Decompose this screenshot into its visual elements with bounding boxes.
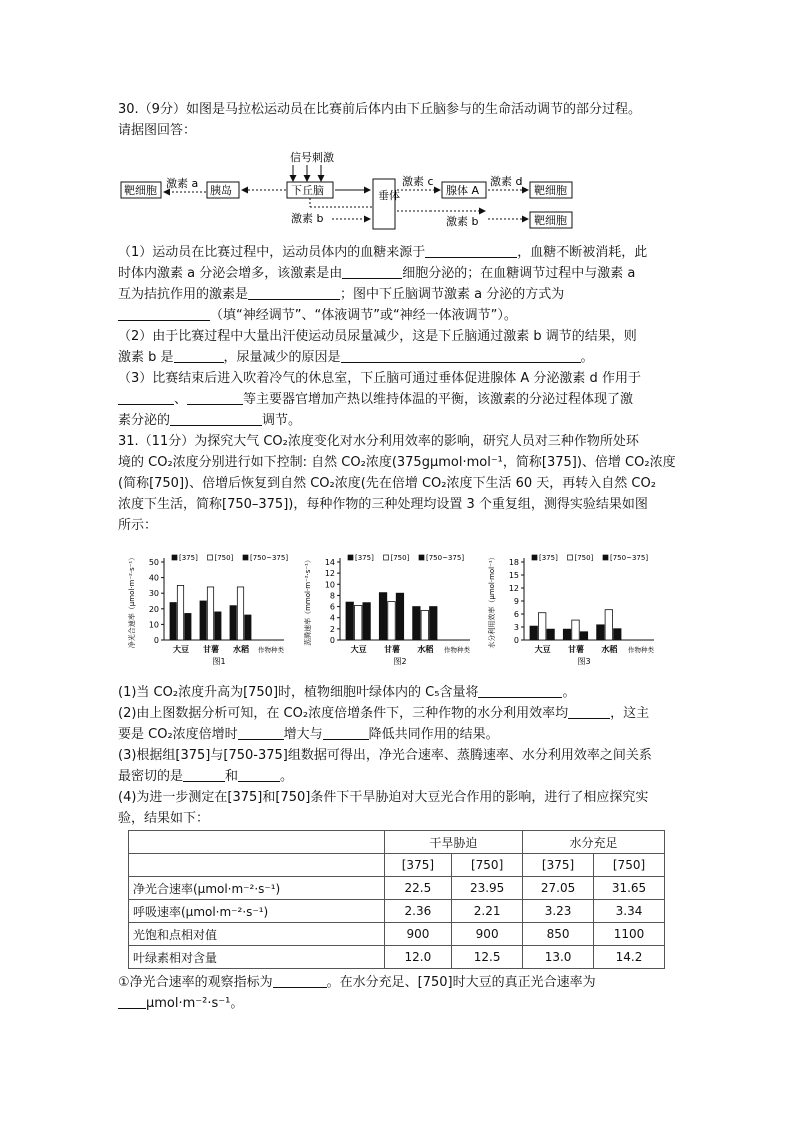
q31-q2e: 降低共同作用的结果。 [368, 727, 499, 742]
q30-p3e: 调节。 [262, 413, 302, 428]
results-table [128, 830, 665, 969]
y-tick-label: 50 [148, 558, 159, 567]
bar [430, 607, 437, 640]
q31-q1b: 。 [562, 685, 576, 700]
y-tick-label: 4 [329, 613, 335, 623]
row-label: 净光合速率(μmol·m⁻²·s⁻¹) [129, 877, 385, 900]
legend-swatch [532, 555, 537, 560]
cell: 900 [384, 923, 452, 946]
table-row [129, 900, 665, 923]
answer-blank[interactable] [118, 994, 146, 1009]
cell: 3.23 [523, 900, 594, 923]
q31-t1-line2 [118, 994, 243, 1013]
x-tick-label: 甘薯 [568, 645, 584, 654]
hypothalamus-label: 下丘脑 [291, 184, 324, 197]
y-axis-label: 净光合速率（μmol·m⁻²·s⁻¹） [128, 553, 136, 649]
bar [200, 601, 206, 640]
y-tick-label: 2 [329, 624, 335, 634]
bar [413, 607, 420, 640]
x-tick-label: 大豆 [534, 645, 551, 654]
bar [363, 603, 370, 640]
q30-p2-line2 [118, 348, 594, 367]
q30-p1-line3 [118, 285, 564, 304]
hormone-b-label: 激素 b [291, 212, 324, 225]
answer-blank[interactable] [342, 264, 402, 279]
cell: 31.65 [594, 877, 665, 900]
cell: 850 [523, 923, 594, 946]
bar [245, 615, 251, 640]
cell: 12.5 [452, 946, 523, 969]
cell: 3.34 [594, 900, 665, 923]
sub-header: [375] [523, 854, 594, 877]
cell: 23.95 [452, 877, 523, 900]
hormone-d-label: 激素 d [490, 175, 523, 188]
q31-t1b: 。在水分充足、[750]时大豆的真正光合速率为 [326, 975, 596, 990]
q30-p3c: 等主要器官增加产热以维持体温的平衡，该激素的分泌过程体现了激 [243, 392, 634, 407]
cell: 900 [452, 923, 523, 946]
q30-p1a: （1）运动员在比赛过程中，运动员体内的血糖来源于 [118, 245, 426, 260]
q31-q3c: 和 [225, 769, 239, 784]
table-subheader-row [129, 854, 665, 877]
target-cell-label-1: 靶细胞 [124, 184, 157, 197]
y-tick-label: 8 [329, 591, 335, 601]
bar [580, 632, 587, 640]
legend-label: [750~375] [250, 554, 289, 562]
bar [207, 587, 213, 640]
pituitary-label-text: 垂体 [378, 189, 400, 202]
hormone-b-label-2: 激素 b [446, 215, 479, 228]
y-tick-label: 10 [148, 620, 159, 630]
q30-p1c: 时体内激素 a 分泌会增多，该激素是由 [118, 266, 343, 281]
answer-blank[interactable] [238, 725, 284, 740]
legend-swatch [172, 555, 177, 560]
cell: 13.0 [523, 946, 594, 969]
y-tick-label: 6 [513, 610, 519, 619]
legend-swatch [243, 555, 248, 560]
bar [185, 613, 191, 640]
bar [215, 612, 221, 640]
bar [177, 585, 183, 640]
legend-label: [375] [355, 554, 374, 562]
y-tick-label: 0 [513, 636, 519, 645]
bar [614, 629, 621, 640]
answer-blank[interactable] [238, 767, 280, 782]
bar [597, 625, 604, 640]
q31-intro-line4: 浓度下生活，简称[750–375])，每种作物的三种处理均设置 3 个重复组，测得实验结果如图 [118, 497, 648, 512]
q30-p2b: 激素 b 是 [118, 350, 174, 365]
hormone-c-label: 激素 c [402, 175, 434, 188]
legend-swatch [419, 555, 424, 560]
q31-q2c: 要是 CO₂浓度倍增时 [118, 727, 238, 742]
answer-blank[interactable] [478, 683, 562, 698]
q31-intro-line3: (简称[750])、倍增后恢复到自然 CO₂浓度(先在倍增 CO₂浓度下生活 60 天，再转入自然 CO₂ [118, 476, 656, 491]
q31-q4-line1: (4)为进一步测定在[375]和[750]条件下干旱胁迫对大豆光合作用的影响，进行了相应探究实 [118, 790, 649, 805]
bar [538, 613, 545, 640]
x-tick-label: 大豆 [173, 645, 189, 654]
y-tick-label: 20 [148, 604, 159, 614]
y-tick-label: 18 [508, 558, 519, 567]
bar [388, 602, 395, 640]
row-label: 呼吸速率(μmol·m⁻²·s⁻¹) [129, 900, 385, 923]
y-tick-label: 12 [324, 569, 335, 579]
answer-blank[interactable] [341, 348, 581, 363]
x-axis-label: 作物种类 [258, 646, 284, 654]
y-tick-label: 12 [508, 584, 519, 593]
y-tick-label: 30 [148, 589, 159, 599]
legend-label: [750~375] [426, 554, 465, 562]
x-axis-label: 作物种类 [628, 646, 654, 654]
legend-label: [375] [539, 554, 558, 562]
q31-intro-line5: 所示： [118, 518, 158, 533]
q31-q4-line2: 验，结果如下： [118, 811, 210, 826]
legend-swatch [384, 555, 389, 560]
row-label: 光饱和点相对值 [129, 923, 385, 946]
table-row [129, 923, 665, 946]
pituitary-label [378, 188, 400, 202]
q31-q1-line [118, 683, 575, 702]
y-tick-label: 3 [513, 623, 519, 632]
x-tick-label: 水稻 [417, 645, 434, 654]
bar [230, 606, 236, 640]
bar [563, 629, 570, 640]
bar [421, 610, 428, 640]
q30-p2-line1: （2）由于比赛过程中大量出汗使运动员尿量减少，这是下丘脑通过激素 b 调节的结果，则 [118, 329, 637, 344]
q31-q2b: ，这主 [610, 706, 650, 721]
chart-figure-2 [300, 545, 480, 670]
y-axis-label: 蒸腾速率（mmol·m⁻²·s⁻¹） [304, 556, 312, 646]
x-tick-label: 甘薯 [384, 645, 400, 654]
signal-label: 信号刺激 [290, 151, 334, 164]
table-header-row [129, 831, 665, 854]
chart-title: 图1 [212, 657, 226, 666]
q31-q2a: (2)由上图数据分析可知，在 CO₂浓度倍增条件下，三种作物的水分利用效率均 [118, 706, 569, 721]
q30-intro-line2: 请据图回答： [118, 123, 197, 138]
sub-header: [750] [452, 854, 523, 877]
answer-blank[interactable] [425, 243, 517, 258]
regulation-diagram [110, 145, 610, 235]
bar [605, 610, 612, 640]
q31-q3d: 。 [280, 769, 294, 784]
answer-blank[interactable] [248, 285, 340, 300]
y-tick-label: 40 [148, 573, 159, 583]
bar [530, 626, 537, 640]
q30-p2d: 。 [580, 350, 594, 365]
cell: 14.2 [594, 946, 665, 969]
answer-blank[interactable] [118, 390, 174, 405]
pituitary-box [373, 179, 395, 229]
x-axis-label: 作物种类 [444, 646, 470, 654]
answer-blank[interactable] [174, 348, 224, 363]
q30-p1-line4 [118, 306, 517, 325]
y-tick-label: 15 [508, 571, 519, 580]
bar [354, 605, 361, 640]
q31-q3b: 最密切的是 [118, 769, 184, 784]
q31-q2d: 增大与 [283, 727, 323, 742]
chart-title: 图2 [393, 657, 407, 666]
group-water: 水分充足 [523, 831, 665, 854]
group-drought: 干旱胁迫 [384, 831, 522, 854]
chart-figure-3 [484, 545, 664, 670]
legend-label: [750~375] [610, 554, 649, 562]
table-row [129, 877, 665, 900]
gland-a-label: 腺体 A [446, 184, 480, 197]
q30-p1b: ，血糖不断被消耗，此 [517, 245, 648, 260]
table-row [129, 946, 665, 969]
islet-label: 胰岛 [210, 184, 232, 197]
legend-swatch [208, 555, 213, 560]
y-tick-label: 14 [324, 558, 335, 567]
q30-p1d: 细胞分泌的；在血糖调节过程中与激素 a [402, 266, 636, 281]
sub-header: [750] [594, 854, 665, 877]
x-tick-label: 甘薯 [203, 645, 219, 654]
answer-blank[interactable] [118, 306, 210, 321]
bar [396, 593, 403, 640]
q31-q3-line1: (3)根据组[375]与[750-375]组数据可得出，净光合速率、蒸腾速率、水分利用效率之间关系 [118, 748, 652, 763]
x-tick-label: 大豆 [350, 645, 367, 654]
sub-header: [375] [384, 854, 452, 877]
cell: 27.05 [523, 877, 594, 900]
q30-p1g: （填“神经调节”、“体液调节”或“神经一体液调节”）。 [210, 308, 517, 323]
q30-p3b: 、 [174, 392, 188, 407]
y-tick-label: 10 [324, 580, 335, 590]
q31-t1a: ①净光合速率的观察指标为 [118, 975, 273, 990]
bar [547, 629, 554, 640]
cell: 12.0 [384, 946, 452, 969]
hormone-a-label: 激素 a [166, 177, 199, 190]
q30-p1-line1 [118, 243, 647, 262]
q31-q2-line1 [118, 704, 649, 723]
target-cell-label-2: 靶细胞 [534, 184, 567, 197]
legend-label: [750] [390, 554, 410, 562]
q31-q2-line2 [118, 725, 499, 744]
y-tick-label: 9 [513, 597, 519, 606]
q30-intro-line1: 30.（9分）如图是马拉松运动员在比赛前后体内由下丘脑参与的生命活动调节的部分过程。 [118, 102, 641, 117]
x-tick-label: 水稻 [601, 645, 618, 654]
q30-p2c: ，尿量减少的原因是 [223, 350, 341, 365]
answer-blank[interactable] [187, 390, 243, 405]
q31-t1-line1 [118, 973, 596, 992]
answer-blank[interactable] [170, 411, 262, 426]
q30-p3-line2 [118, 390, 633, 409]
cell: 2.21 [452, 900, 523, 923]
answer-blank[interactable] [323, 725, 369, 740]
chart-figure-1 [124, 545, 294, 670]
bar [379, 593, 386, 640]
answer-blank[interactable] [183, 767, 225, 782]
q30-p1-line2 [118, 264, 635, 283]
legend-label: [750] [574, 554, 594, 562]
bar [572, 620, 579, 640]
cell: 1100 [594, 923, 665, 946]
legend-label: [375] [179, 554, 198, 562]
legend-swatch [348, 555, 353, 560]
bar [237, 587, 243, 640]
q30-p1e: 互为拮抗作用的激素是 [118, 287, 249, 302]
x-tick-label: 水稻 [233, 645, 249, 654]
bar [346, 602, 353, 640]
legend-label: [750] [214, 554, 234, 562]
q30-p3-line3 [118, 411, 301, 430]
q31-t1c: μmol·m⁻²·s⁻¹。 [146, 996, 244, 1011]
bar [170, 603, 176, 640]
q31-q3-line2 [118, 767, 293, 786]
y-tick-label: 0 [329, 636, 335, 645]
chart-title: 图3 [577, 657, 591, 666]
q30-p1f: ；图中下丘脑调节激素 a 分泌的方式为 [340, 287, 565, 302]
answer-blank[interactable] [273, 973, 327, 988]
q31-q1a: (1)当 CO₂浓度升高为[750]时，植物细胞叶绿体内的 C₅含量将 [118, 685, 479, 700]
legend-swatch [603, 555, 608, 560]
q31-intro-line1: 31.（11分）为探究大气 CO₂浓度变化对水分利用效率的影响，研究人员对三种作物所处环 [118, 434, 639, 449]
row-label: 叶绿素相对含量 [129, 946, 385, 969]
cell: 22.5 [384, 877, 452, 900]
table-corner [129, 831, 385, 854]
q30-p3-line1: （3）比赛结束后进入吹着冷气的休息室，下丘脑可通过垂体促进腺体 A 分泌激素 d 作用于 [118, 371, 641, 386]
y-tick-label: 6 [329, 602, 335, 612]
q31-intro-line2: 境的 CO₂浓度分别进行如下控制: 自然 CO₂浓度(375gμmol·mol⁻¹，简称[375])、倍增 CO₂浓度 [118, 455, 676, 470]
legend-swatch [568, 555, 573, 560]
y-tick-label: 0 [153, 636, 159, 645]
q30-p3d: 素分泌的 [118, 413, 171, 428]
table-corner [129, 854, 385, 877]
y-axis-label: 水分利用效率（μmol·mol⁻¹） [488, 553, 496, 649]
cell: 2.36 [384, 900, 452, 923]
answer-blank[interactable] [568, 704, 610, 719]
target-cell-label-3: 靶细胞 [534, 214, 567, 227]
